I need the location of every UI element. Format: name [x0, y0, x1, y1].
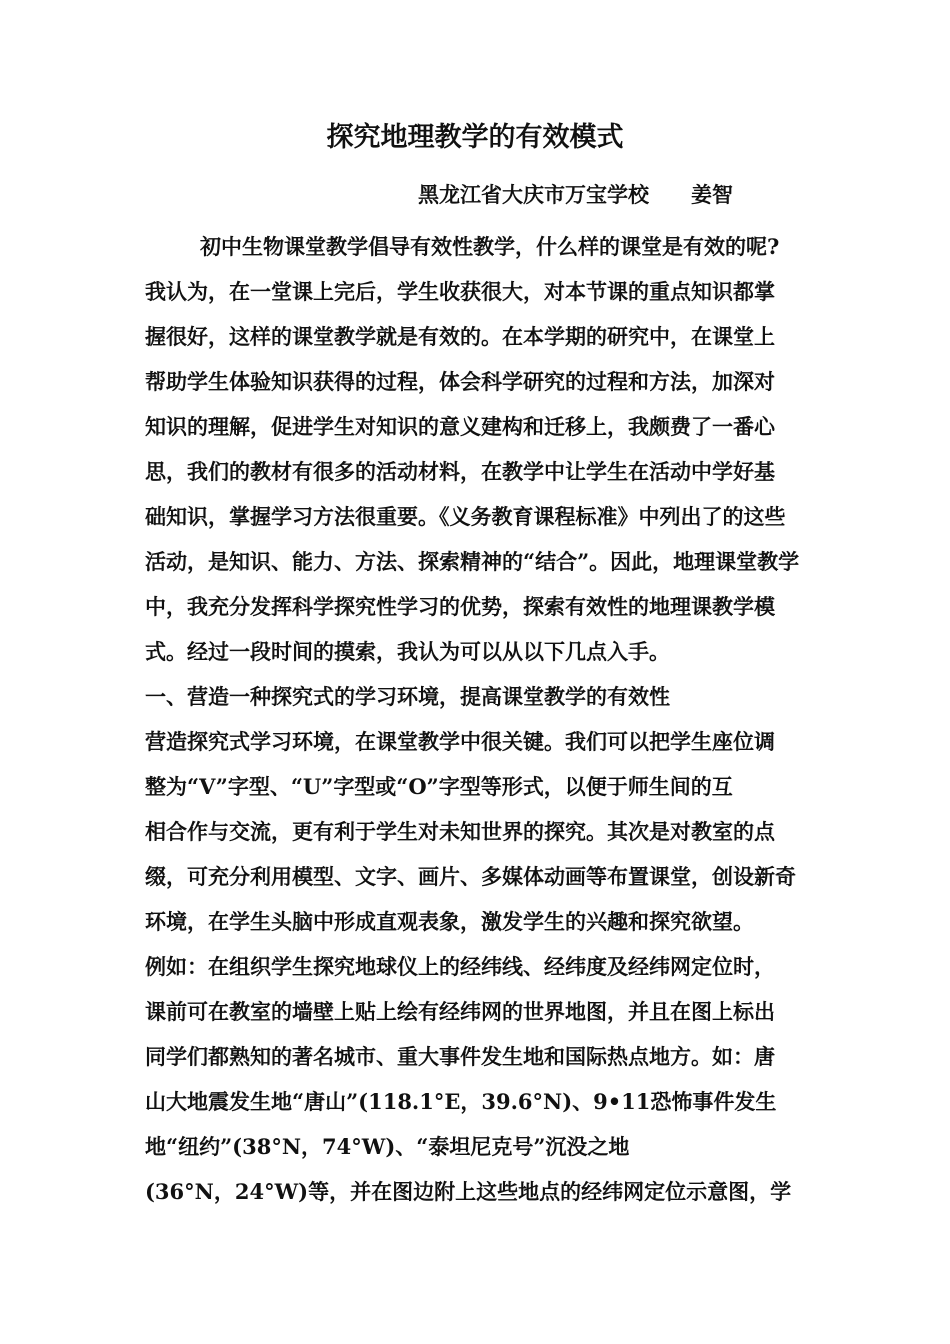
text-line: 环境，在学生头脑中形成直观表象，激发学生的兴趣和探究欲望。	[145, 909, 754, 934]
text-line: 例如：在组织学生探究地球仪上的经纬线、经纬度及经纬网定位时，	[145, 954, 775, 979]
text-line: 握很好，这样的课堂教学就是有效的。在本学期的研究中，在课堂上	[145, 324, 775, 349]
text-line: 课前可在教室的墙壁上贴上绘有经纬网的世界地图，并且在图上标出	[145, 999, 775, 1024]
body-text	[145, 224, 810, 1214]
text-line: 知识的理解，促进学生对知识的意义建构和迁移上，我颇费了一番心	[145, 414, 775, 439]
text-line: 我认为，在一堂课上完后，学生收获很大，对本节课的重点知识都掌	[145, 279, 775, 304]
section-heading: 一、营造一种探究式的学习环境，提高课堂教学的有效性	[145, 684, 670, 709]
text-line: 础知识，掌握学习方法很重要。《义务教育课程标准》中列出了的这些	[145, 504, 786, 529]
text-line: 初中生物课堂教学倡导有效性教学，什么样的课堂是有效的呢?	[200, 234, 780, 259]
text-line: 思，我们的教材有很多的活动材料，在教学中让学生在活动中学好基	[145, 459, 775, 484]
text-line: 缀，可充分利用模型、文字、画片、多媒体动画等布置课堂，创设新奇	[145, 864, 796, 889]
text-line: 帮助学生体验知识获得的过程，体会科学研究的过程和方法，加深对	[145, 369, 775, 394]
affiliation: 黑龙江省大庆市万宝学校	[418, 182, 649, 207]
text-line: 山大地震发生地“唐山”(118.1°E，39.6°N)、9•11恐怖事件发生	[145, 1089, 777, 1114]
text-line: (36°N，24°W)等，并在图边附上这些地点的经纬网定位示意图，学	[145, 1179, 792, 1204]
document-title: 探究地理教学的有效模式	[326, 122, 624, 153]
text-line: 整为“V”字型、“U”字型或“O”字型等形式，以便于师生间的互	[145, 774, 733, 799]
text-line: 营造探究式学习环境，在课堂教学中很关键。我们可以把学生座位调	[145, 729, 775, 754]
text-line: 地“纽约”(38°N，74°W)、“泰坦尼克号”沉没之地	[145, 1134, 630, 1159]
byline	[418, 175, 733, 215]
text-line: 式。经过一段时间的摸索，我认为可以从以下几点入手。	[145, 639, 670, 664]
text-line: 中，我充分发挥科学探究性学习的优势，探索有效性的地理课教学模	[145, 594, 775, 619]
text-line: 同学们都熟知的著名城市、重大事件发生地和国际热点地方。如：唐	[145, 1044, 775, 1069]
text-line: 活动，是知识、能力、方法、探索精神的“结合”。因此，地理课堂教学	[145, 549, 800, 574]
text-line: 相合作与交流，更有利于学生对未知世界的探究。其次是对教室的点	[145, 819, 775, 844]
author-name: 姜智	[691, 182, 733, 207]
